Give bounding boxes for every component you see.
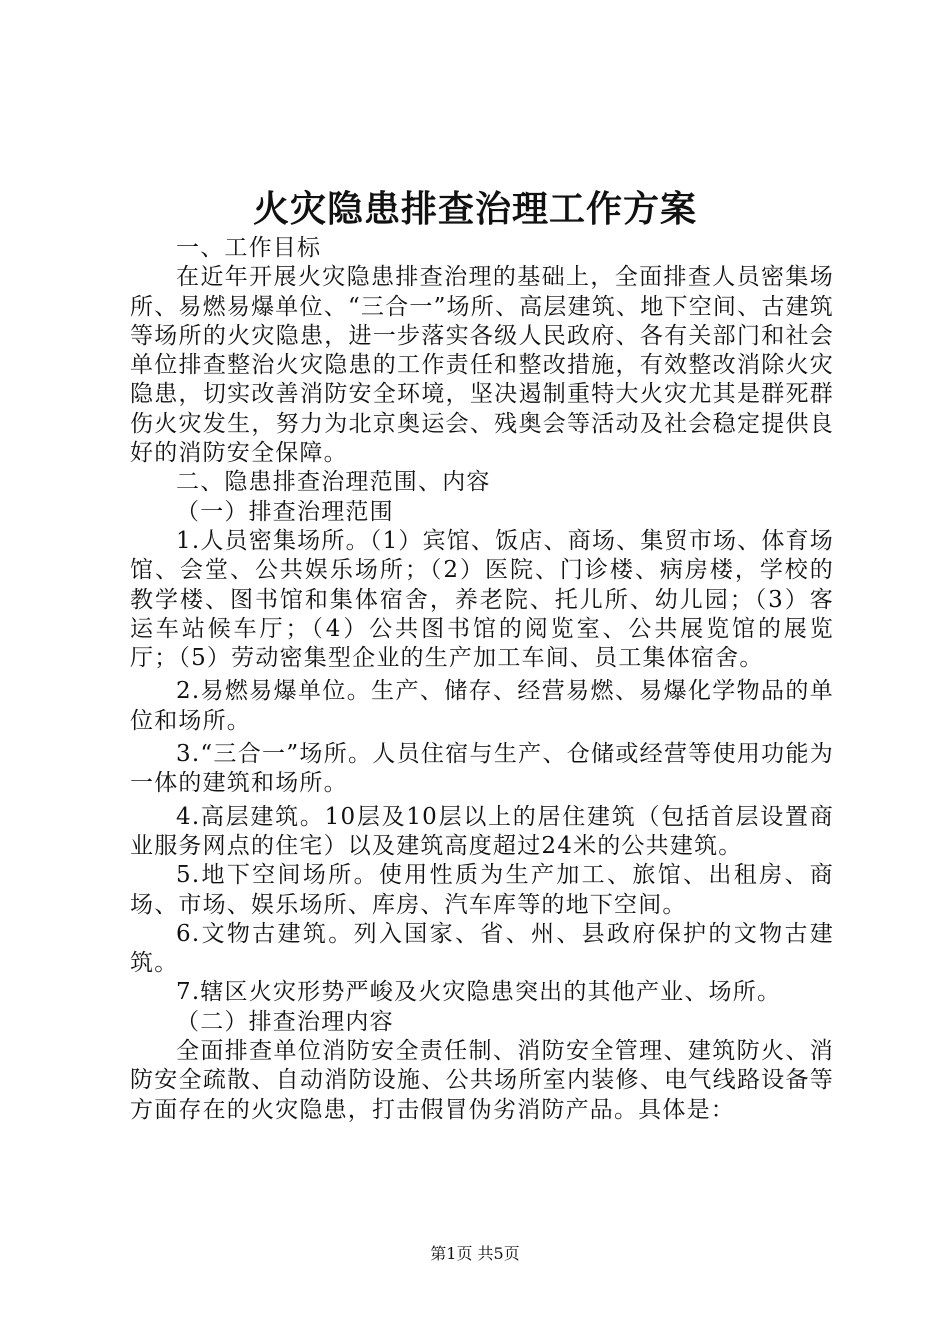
paragraph-item-6: 6.文物古建筑。列入国家、省、州、县政府保护的文物古建筑。: [130, 920, 834, 977]
paragraph-item-7: 7.辖区火灾形势严峻及火灾隐患突出的其他产业、场所。: [176, 979, 782, 1006]
paragraph-content: 全面排查单位消防安全责任制、消防安全管理、建筑防火、消防安全疏散、自动消防设施、公共场所室内装修、电气线路设备等方面存在的火灾隐患，打击假冒伪劣消防产品。具体是：: [130, 1038, 834, 1123]
paragraph-goal: 在近年开展火灾隐患排查治理的基础上，全面排查人员密集场所、易燃易爆单位、“三合一”场所、高层建筑、地下空间、古建筑等场所的火灾隐患，进一步落实各级人民政府、各有关部门和社会单位排查整治火灾隐患的工作责任和整改措施，有效整改消除火灾隐患，切实改善消防安全环境，坚决遏制重特大火灾尤其是群死群伤火灾发生，努力为北京奥运会、残奥会等活动及社会稳定提供良好的消防安全保障。: [130, 264, 834, 467]
section-heading-scope: 二、隐患排查治理范围、内容: [176, 469, 491, 496]
paragraph-item-1: 1.人员密集场所。（1）宾馆、饭店、商场、集贸市场、体育场馆、会堂、公共娱乐场所；（2）医院、门诊楼、病房楼，学校的教学楼、图书馆和集体宿舍，养老院、托儿所、幼儿园；（3）客运车站候车厅；（4）公共图书馆的阅览室、公共展览馆的展览厅；（5）劳动密集型企业的生产加工车间、员工集体宿舍。: [130, 527, 834, 672]
paragraph-item-3: 3.“三合一”场所。人员住宿与生产、仓储或经营等使用功能为一体的建筑和场所。: [130, 741, 834, 797]
section-heading-goal: 一、工作目标: [176, 235, 322, 261]
paragraph-item-2: 2.易燃易爆单位。生产、储存、经营易燃、易爆化学物品的单位和场所。: [130, 678, 834, 734]
document-body: [130, 234, 834, 1125]
subsection-heading-content: （二）排查治理内容: [176, 1008, 394, 1035]
subsection-heading-scope: （一）排查治理范围: [176, 498, 394, 525]
document-title: 火灾隐患排查治理工作方案: [252, 188, 697, 230]
paragraph-item-5: 5.地下空间场所。使用性质为生产加工、旅馆、出租房、商场、市场、娱乐场所、库房、汽车库等的地下空间。: [130, 862, 834, 918]
paragraph-item-4: 4.高层建筑。10层及10层以上的居住建筑（包括首层设置商业服务网点的住宅）以及建筑高度超过24米的公共建筑。: [130, 803, 834, 859]
page-footer: 第1页 共5页: [430, 1244, 520, 1263]
